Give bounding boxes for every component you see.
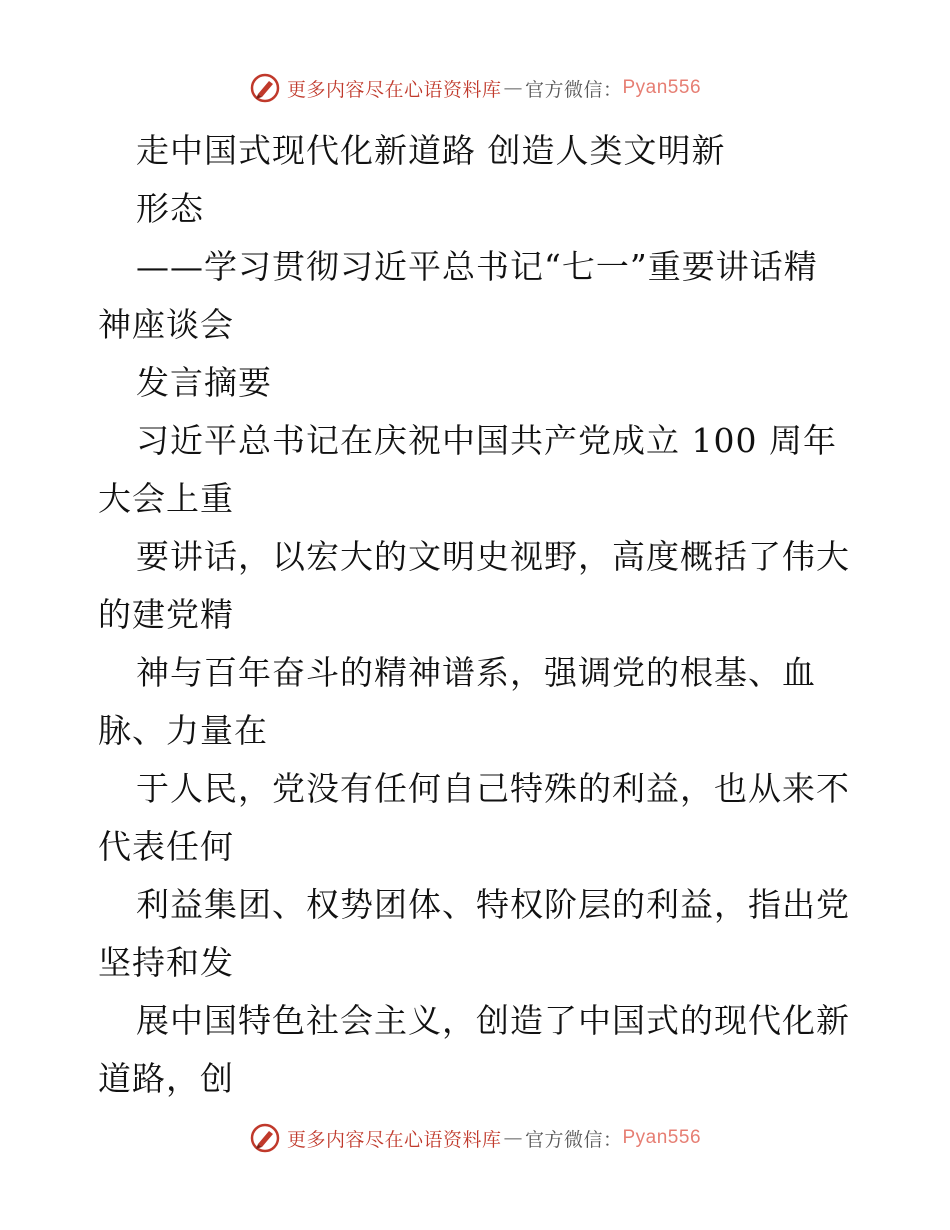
banner-separator: — <box>503 1127 523 1149</box>
text-line: 习近平总书记在庆祝中国共产党成立 100 周年 <box>136 421 837 460</box>
text-line: 的建党精 <box>98 595 234 634</box>
text-line: 于人民，党没有任何自己特殊的利益，也从来不 <box>136 769 850 808</box>
text-line: 形态 <box>136 189 204 228</box>
pen-logo-icon <box>249 72 281 104</box>
text-line: 大会上重 <box>98 479 234 518</box>
text-line: 代表任何 <box>98 827 234 866</box>
banner-promo-text: 更多内容尽在心语资料库 <box>286 78 502 101</box>
banner-wechat-label: 官方微信： <box>524 78 623 101</box>
document-body <box>98 122 858 1108</box>
footer-watermark-banner <box>0 1118 950 1158</box>
banner-promo-text: 更多内容尽在心语资料库 <box>286 1128 502 1151</box>
text-line: 坚持和发 <box>98 943 234 982</box>
text-line: 神座谈会 <box>98 305 234 344</box>
text-line: ——学习贯彻习近平总书记“七一”重要讲话精 <box>136 247 818 286</box>
banner-wechat-id: Pyan556 <box>622 1127 702 1148</box>
pen-logo-icon <box>249 1122 281 1154</box>
banner-wechat-id: Pyan556 <box>622 77 702 98</box>
header-watermark-banner <box>0 68 950 108</box>
text-line: 脉、力量在 <box>98 711 268 750</box>
text-line: 利益集团、权势团体、特权阶层的利益，指出党 <box>136 885 850 924</box>
text-line: 神与百年奋斗的精神谱系，强调党的根基、血 <box>136 653 816 692</box>
text-line: 走中国式现代化新道路 创造人类文明新 <box>136 131 726 170</box>
banner-separator: — <box>503 77 523 99</box>
text-line: 展中国特色社会主义，创造了中国式的现代化新 <box>136 1001 850 1040</box>
text-line: 道路，创 <box>98 1059 234 1098</box>
text-line: 发言摘要 <box>136 363 272 402</box>
banner-wechat-label: 官方微信： <box>524 1128 623 1151</box>
text-line: 要讲话，以宏大的文明史视野，高度概括了伟大 <box>136 537 850 576</box>
